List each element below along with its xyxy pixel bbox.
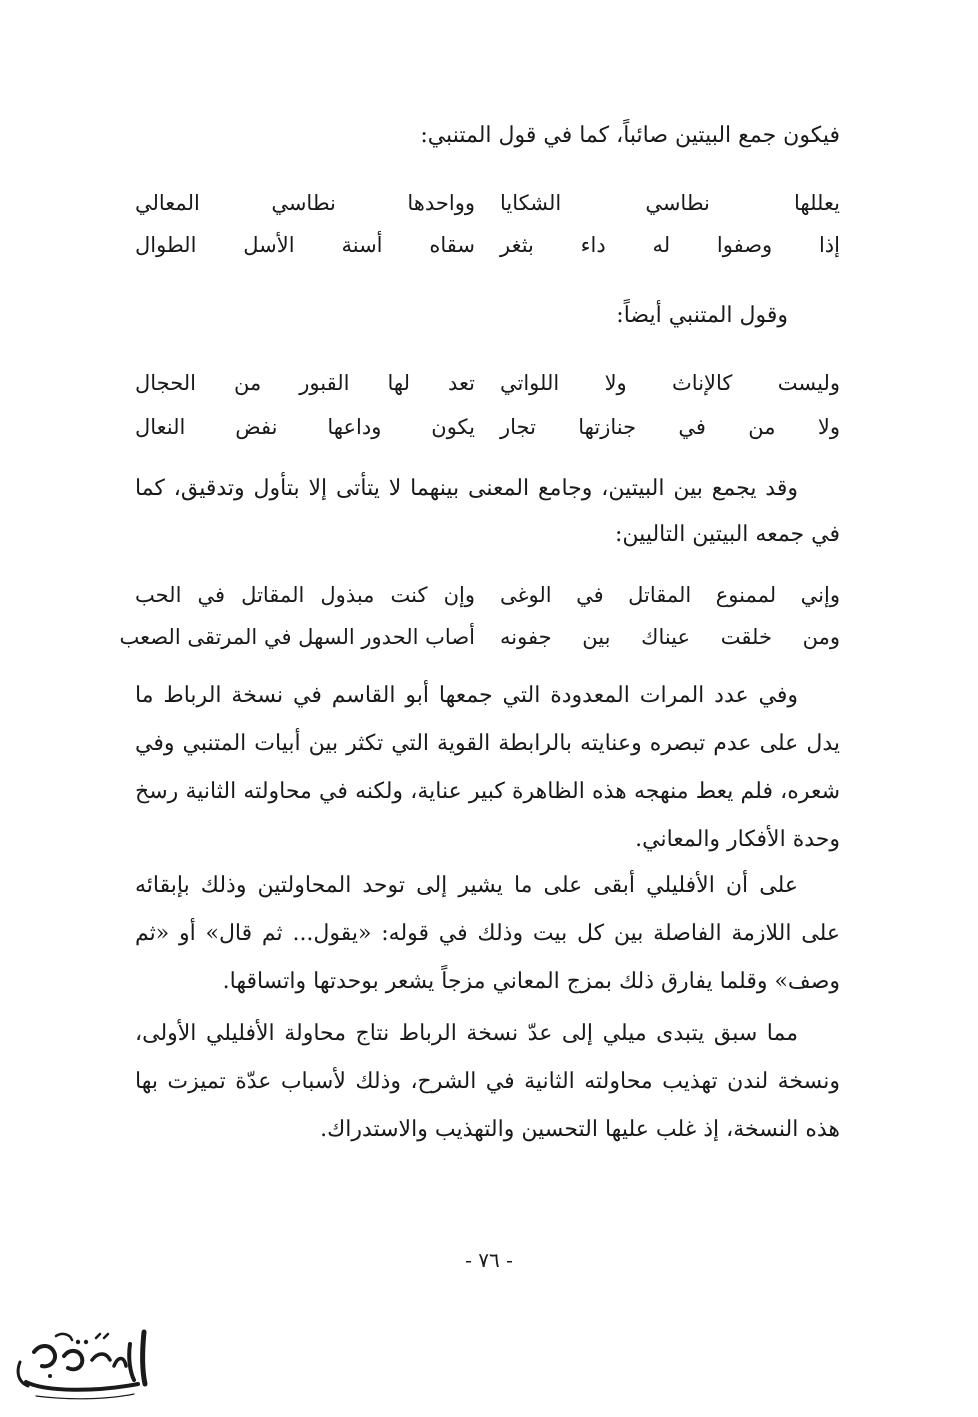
verse-first-hemistich: يعللها نطاسي الشكايا [500,191,840,215]
calligraphy-logo [6,1322,156,1402]
verse-second-hemistich: يكون وداعها نفض النعال [135,415,475,439]
verse-first-hemistich: وإني لممنوع المقاتل في الوغى [500,583,840,607]
page-number: - ٧٦ - [465,1248,513,1272]
paragraph-2: وفي عدد المرات المعدودة التي جمعها أبو القاسم في نسخة الرباط ما يدل على عدم تبصره وعنايته بالرابطة القوية التي تكثر بين أبيات المتنبي وفي شعره، فلم يعط منهجه هذه الظاهرة كبير عناية، ولكنه في محاولته الثانية رسخ وحدة الأفكار والمعاني. [135,683,840,852]
verse-second-hemistich: سقاه أسنة الأسل الطوال [135,233,475,257]
verse-line [135,360,840,406]
paragraph-4: مما سبق يتبدى ميلي إلى عدّ نسخة الرباط نتاج محاولة الأفليلي الأولى، ونسخة لندن تهذيب محاولته الثانية في الشرح، وذلك لأسباب عدّة تميزت بها هذه النسخة، إذ غلب عليها التحسين والتهذيب والاستدراك. [135,1021,840,1142]
verse-second-hemistich: وواحدها نطاسي المعالي [135,191,475,215]
verse-line [135,222,840,268]
verse-line [135,180,840,226]
calligraphy-signature-icon [6,1322,156,1402]
verse-line [135,404,840,450]
paragraph-3: على أن الأفليلي أبقى على ما يشير إلى توحد المحاولتين وذلك بإبقائه على اللازمة الفاصلة بين كل بيت وذلك في قوله: «يقول... ثم قال» أو «ثم وصف» وقلما يفارق ذلك بمزج المعاني مزجاً يشعر بوحدتها واتساقها. [135,873,840,994]
verse-second-hemistich: تعد لها القبور من الحجال [135,371,475,395]
verse-second-hemistich: أصاب الحدور السهل في المرتقى الصعب [119,625,475,649]
verse-first-hemistich: ولا من في جنازتها تجار [500,415,840,439]
verse-first-hemistich: ومن خلقت عيناك بين جفونه [500,625,840,649]
intro-line-1: فيكون جمع البيتين صائباً، كما في قول المتنبي: [420,123,840,148]
verse-second-hemistich: وإن كنت مبذول المقاتل في الحب [135,583,475,607]
verse-line [119,614,840,660]
intro-line-2: وقول المتنبي أيضاً: [616,303,788,328]
verse-first-hemistich: وليست كالإناث ولا اللواتي [500,371,840,395]
paragraph-1: وقد يجمع بين البيتين، وجامع المعنى بينهما لا يتأتى إلا بتأول وتدقيق، كما في جمعه البيتين التاليين: [135,476,840,547]
verse-first-hemistich: إذا وصفوا له داء بثغر [500,233,840,257]
verse-line [135,572,840,618]
